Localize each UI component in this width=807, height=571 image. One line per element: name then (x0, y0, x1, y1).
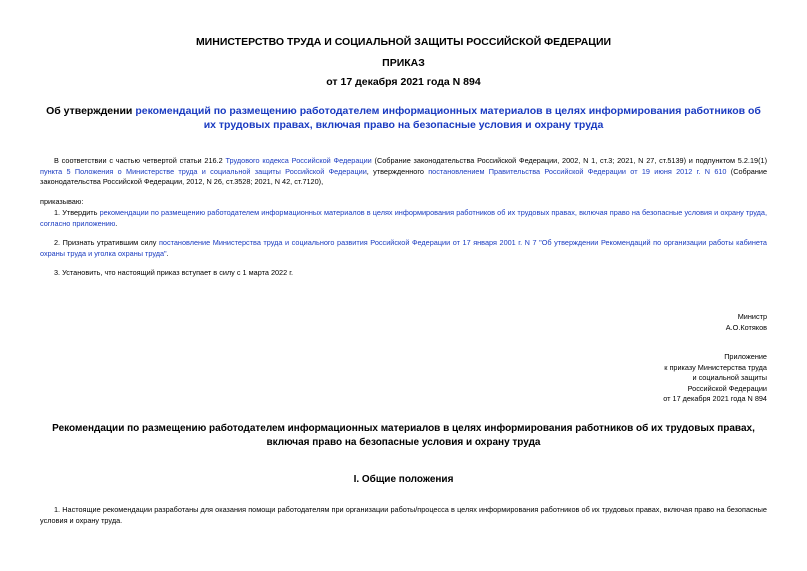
preamble-text-2: (Собрание законодательства Российской Федерации, 2002, N 1, ст.3; 2021, N 27, ст.5139) и подпунктом 5.2.19(1) (371, 156, 767, 165)
preamble-text-4: (Собрание законодательства Российской Федерации, 2012, N 26, ст.3528; 2021, N 42, ст.7120), (40, 166, 768, 186)
item-2-suffix: . (166, 248, 169, 258)
order-subject (40, 104, 767, 132)
signature-block (726, 312, 767, 333)
item-1-suffix: . (115, 218, 118, 228)
item-1-prefix: 1. Утвердить (54, 208, 100, 217)
signature-name: А.О.Котяков (725, 322, 767, 332)
preamble-paragraph (40, 156, 767, 188)
signature-title: Министр (737, 312, 767, 321)
item-2-paragraph (40, 238, 767, 259)
recommendations-link[interactable]: рекомендации по размещению работодателем информационных материалов в целях информирования работников об их трудовых правах, включая право на безопасные условия и охрану труда, согласно приложению (40, 208, 767, 228)
preamble-text-1: В соответствии с частью четвертой статьи 216.2 (54, 156, 226, 165)
section-title: I. Общие положения (353, 474, 454, 485)
item-1-paragraph (40, 208, 767, 229)
appendix-line-5: от 17 декабря 2021 года N 894 (663, 394, 767, 403)
labor-code-link[interactable]: Трудового кодекса Российской Федерации (225, 156, 372, 165)
ministry-heading: МИНИСТЕРСТВО ТРУДА И СОЦИАЛЬНОЙ ЗАЩИТЫ РОССИЙСКОЙ ФЕДЕРАЦИИ (195, 36, 612, 48)
appendix-line-2: к приказу Министерства труда (664, 362, 767, 372)
order-word: приказываю: (40, 197, 84, 206)
repealed-decree-link[interactable]: постановление Министерства труда и социального развития Российской Федерации от 17 января 2001 г. N 7 "Об утверждении Рекомендаций по организации работы кабинета охраны труда и уголка охраны труда" (40, 238, 767, 258)
appendix-line-4: Российской Федерации (687, 383, 767, 393)
appendix-block (663, 352, 767, 405)
preamble-text-3: , утвержденного (366, 166, 429, 176)
appendix-line-3: и социальной защиты (692, 373, 767, 382)
order-heading: ПРИКАЗ (382, 57, 425, 69)
subject-link[interactable]: рекомендаций по размещению работодателем информационных материалов в целях информирования работников об их трудовых правах, включая право на безопасные условия и охрану труда (135, 105, 761, 131)
item-2-prefix: 2. Признать утратившим силу (54, 238, 159, 247)
section-paragraph-1: 1. Настоящие рекомендации разработаны для оказания помощи работодателям при организации работы/процесса в целях информирования работников об их трудовых правах, включая право на безопасные условия и охрану труда. (40, 505, 767, 525)
government-decree-link[interactable]: постановлением Правительства Российской Федерации от 19 июня 2012 г. N 610 (428, 166, 727, 176)
ministry-regulation-link[interactable]: пункта 5 Положения о Министерстве труда и социальной защиты Российской Федерации (40, 166, 367, 176)
appendix-line-1: Приложение (724, 352, 767, 361)
subject-prefix: Об утверждении (46, 105, 136, 117)
item-3-paragraph: 3. Установить, что настоящий приказ вступает в силу с 1 марта 2022 г. (54, 268, 293, 277)
recommendations-title: Рекомендации по размещению работодателем информационных материалов в целях информирования работников об их трудовых правах, включая право на безопасные условия и охрану труда (52, 423, 755, 448)
order-date-number: от 17 декабря 2021 года N 894 (326, 76, 481, 88)
